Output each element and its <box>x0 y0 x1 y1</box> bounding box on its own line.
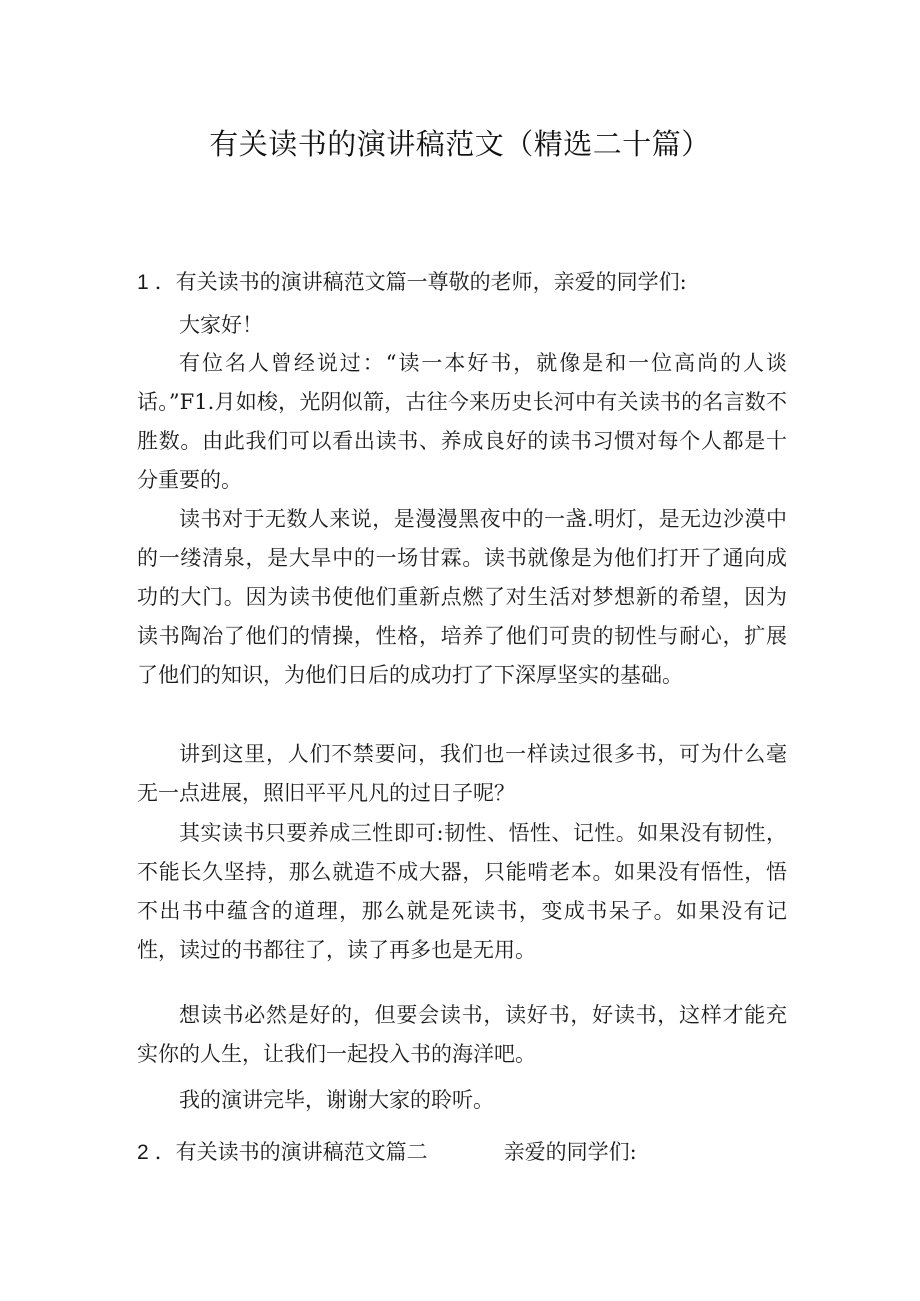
section-number: 2 <box>137 1141 149 1164</box>
section-heading-2 <box>137 1136 797 1166</box>
section-heading-text: ．有关读书的演讲稿范文篇二 <box>154 1140 428 1164</box>
section-heading-text: ．有关读书的演讲稿范文篇一尊敬的老师，亲爱的同学们: <box>154 270 687 294</box>
section-heading-tail: 亲爱的同学们: <box>503 1140 637 1164</box>
section-number: 1 <box>137 271 149 294</box>
paragraph: 其实读书只要养成三性即可:韧性、悟性、记性。如果没有韧性，不能长久坚持，那么就造不成大器，只能啃老本。如果没有悟性，悟不出书中蕴含的道理，那么就是死读书，变成书呆子。如果没有记性，读过的书都往了，读了再多也是无用。 <box>137 821 787 962</box>
section-heading-1 <box>137 266 797 296</box>
paragraph: 我的演讲完毕，谢谢大家的聆听。 <box>179 1088 494 1112</box>
paragraph: 想读书必然是好的，但要会读书，读好书，好读书，这样才能充实你的人生，让我们一起投入书的海洋吧。 <box>137 1003 787 1066</box>
paragraph: 读书对于无数人来说，是漫漫黑夜中的一盏.明灯，是无边沙漠中的一缕清泉，是大旱中的一场甘霖。读书就像是为他们打开了通向成功的大门。因为读书使他们重新点燃了对生活对梦想新的希望，因为读书陶冶了他们的情操，性格，培养了他们可贵的韧性与耐心，扩展了他们的知识，为他们日后的成功打了下深厚坚实的基础。 <box>137 507 787 687</box>
paragraph: 大家好！ <box>179 313 263 337</box>
document-title: 有关读书的演讲稿范文（精选二十篇） <box>209 127 711 161</box>
paragraph: 讲到这里，人们不禁要问，我们也一样读过很多书，可为什么毫无一点进展，照旧平平凡凡的过日子呢？ <box>137 742 787 805</box>
paragraph: 有位名人曾经说过：“读一本好书，就像是和一位高尚的人谈话。”F1.月如梭，光阴似箭，古往今来历史长河中有关读书的名言数不胜数。由此我们可以看出读书、养成良好的读书习惯对每个人都是十分重要的。 <box>137 351 787 492</box>
